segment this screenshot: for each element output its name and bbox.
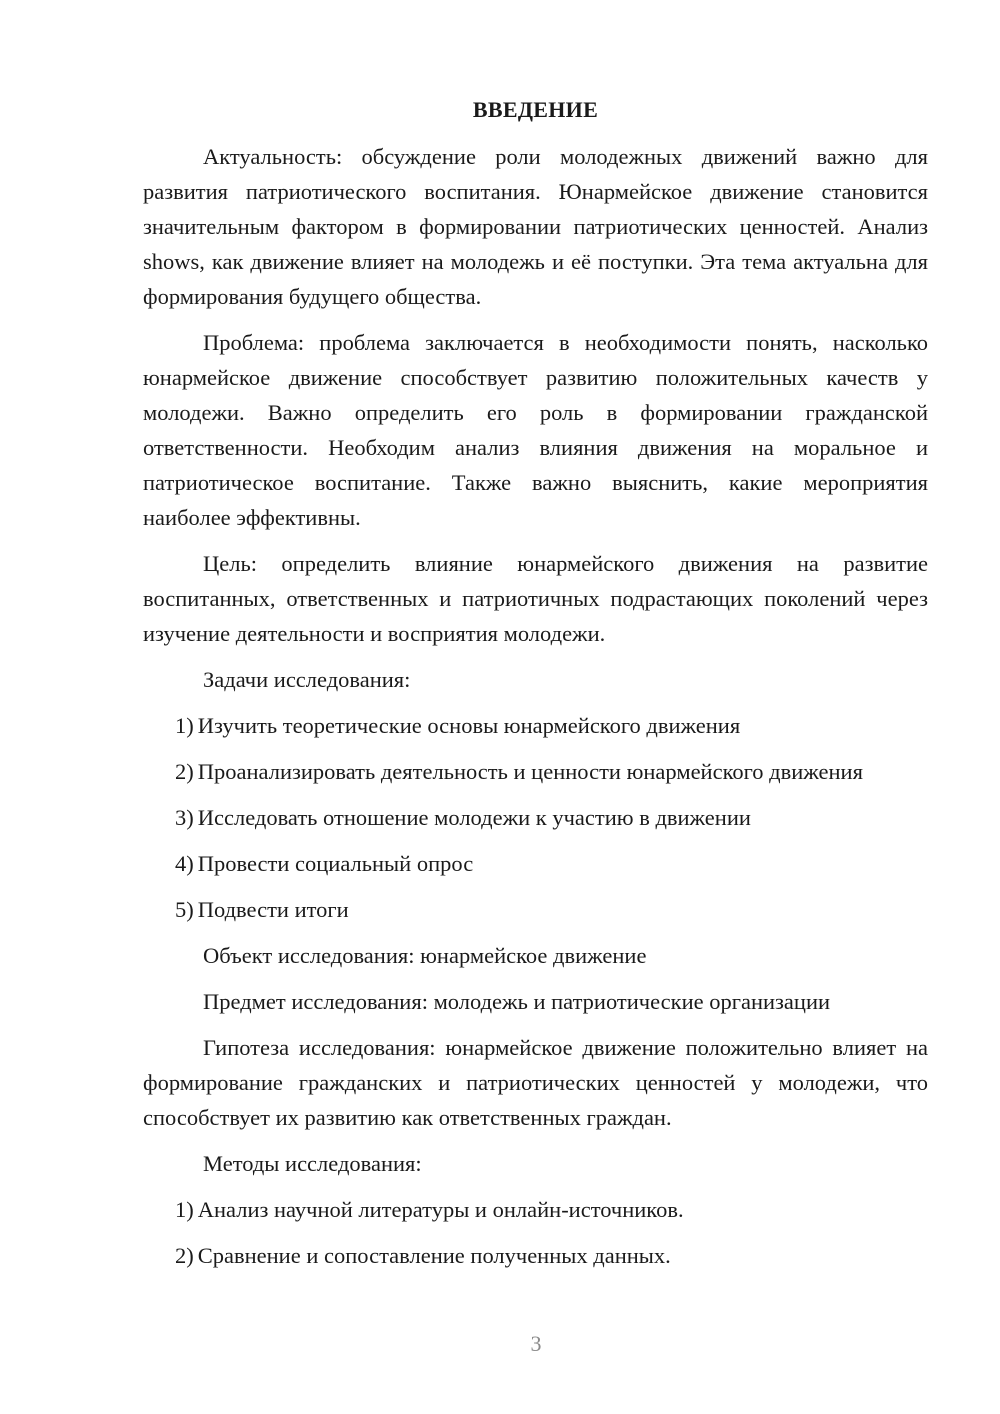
method-item (143, 1192, 928, 1227)
section-title: ВВЕДЕНИЕ (472, 97, 599, 122)
task-number: 1) (175, 713, 194, 738)
task-number: 5) (175, 897, 194, 922)
task-item (143, 800, 928, 835)
page-content (143, 92, 928, 1284)
method-item (143, 1238, 928, 1273)
task-item (143, 754, 928, 789)
page-number: 3 (530, 1331, 542, 1356)
task-number: 2) (175, 759, 194, 784)
methods-heading: Методы исследования: (203, 1151, 422, 1176)
task-item (143, 892, 928, 927)
task-number: 3) (175, 805, 194, 830)
hypothesis-paragraph: Гипотеза исследования: юнармейское движение положительно влияет на формирование гражданских и патриотических ценностей у молодежи, что способствует их развитию как ответственных граждан. (143, 1035, 928, 1130)
task-text: Исследовать отношение молодежи к участию в движении (197, 805, 751, 830)
problem-paragraph: Проблема: проблема заключается в необходимости понять, насколько юнармейское движение способствует развитию положительных качеств у молодежи. Важно определить его роль в формировании гражданской ответственности. Необходим анализ влияния движения на моральное и патриотическое воспитание. Также важно выяснить, какие мероприятия наиболее эффективны. (143, 330, 928, 530)
task-item (143, 708, 928, 743)
task-text: Проанализировать деятельность и ценности юнармейского движения (197, 759, 863, 784)
method-number: 2) (175, 1243, 194, 1268)
tasks-heading: Задачи исследования: (203, 667, 411, 692)
method-text: Анализ научной литературы и онлайн-источников. (197, 1197, 684, 1222)
object-paragraph: Объект исследования: юнармейское движение (203, 943, 647, 968)
task-number: 4) (175, 851, 194, 876)
task-text: Подвести итоги (197, 897, 349, 922)
goal-paragraph: Цель: определить влияние юнармейского движения на развитие воспитанных, ответственных и патриотичных подрастающих поколений через изучение деятельности и восприятия молодежи. (143, 551, 928, 646)
method-number: 1) (175, 1197, 194, 1222)
task-text: Изучить теоретические основы юнармейского движения (197, 713, 741, 738)
task-item (143, 846, 928, 881)
subject-paragraph: Предмет исследования: молодежь и патриотические организации (203, 989, 831, 1014)
task-text: Провести социальный опрос (197, 851, 474, 876)
relevance-paragraph: Актуальность: обсуждение роли молодежных движений важно для развития патриотического воспитания. Юнармейское движение становится значительным фактором в формировании патриотических ценностей. Анализ shows, как движение влияет на молодежь и её поступки. Эта тема актуальна для формирования будущего общества. (143, 144, 928, 309)
method-text: Сравнение и сопоставление полученных данных. (197, 1243, 671, 1268)
